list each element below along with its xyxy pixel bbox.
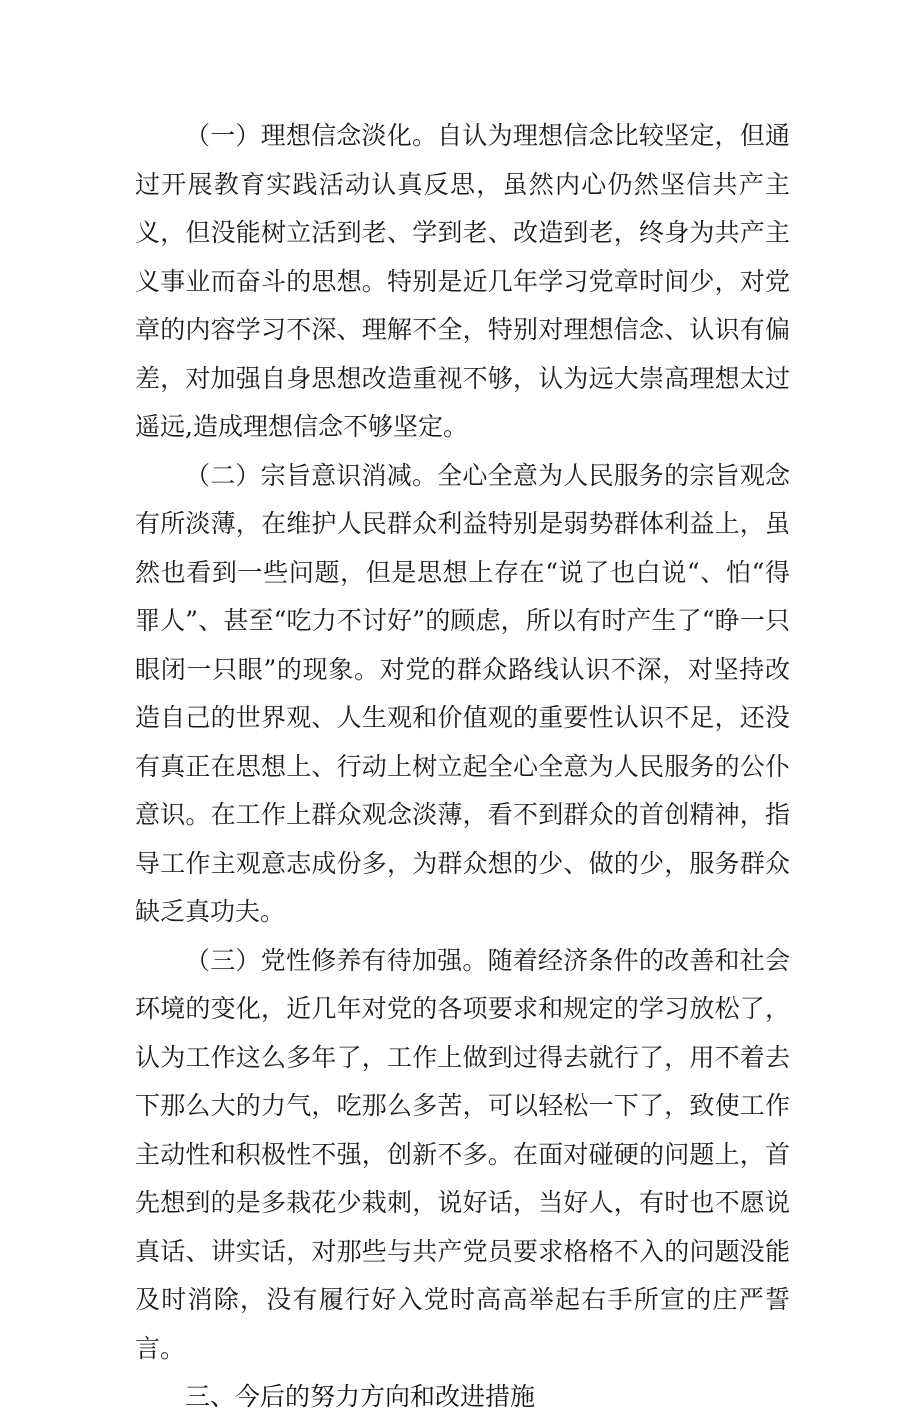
document-body bbox=[135, 112, 790, 1422]
paragraph-party-spirit: （三）党性修养有待加强。随着经济条件的改善和社会环境的变化，近几年对党的各项要求和规定的学习放松了，认为工作这么多年了，工作上做到过得去就行了，用不着去下那么大的力气，吃那么多苦，可以轻松一下了，致使工作主动性和积极性不强，创新不多。在面对碰硬的问题上，首先想到的是多栽花少栽刺，说好话，当好人，有时也不愿说真话、讲实话，对那些与共产党员要求格格不入的问题没能及时消除，没有履行好入党时高高举起右手所宣的庄严誓言。 bbox=[135, 945, 790, 1363]
paragraph-ideals-faith: （一）理想信念淡化。自认为理想信念比较坚定，但通过开展教育实践活动认真反思，虽然内心仍然坚信共产主义，但没能树立活到老、学到老、改造到老，终身为共产主义事业而奋斗的思想。特别是近几年学习党章时间少，对党章的内容学习不深、理解不全，特别对理想信念、认识有偏差，对加强自身思想改造重视不够，认为远大崇高理想太过遥远,造成理想信念不够坚定。 bbox=[135, 121, 790, 441]
section-heading: 三、今后的努力方向和改进措施 bbox=[185, 1382, 536, 1411]
paragraph-purpose-awareness: （二）宗旨意识消减。全心全意为人民服务的宗旨观念有所淡薄，在维护人民群众利益特别是弱势群体利益上，虽然也看到一些问题，但是思想上存在“说了也白说“、怕“得罪人”、甚至“吃力不讨好”的顾虑，所以有时产生了“睁一只眼闭一只眼”的现象。对党的群众路线认识不深，对坚持改造自己的世界观、人生观和价值观的重要性认识不足，还没有真正在思想上、行动上树立起全心全意为人民服务的公仆意识。在工作上群众观念淡薄，看不到群众的首创精神，指导工作主观意志成份多，为群众想的少、做的少，服务群众缺乏真功夫。 bbox=[135, 460, 790, 926]
